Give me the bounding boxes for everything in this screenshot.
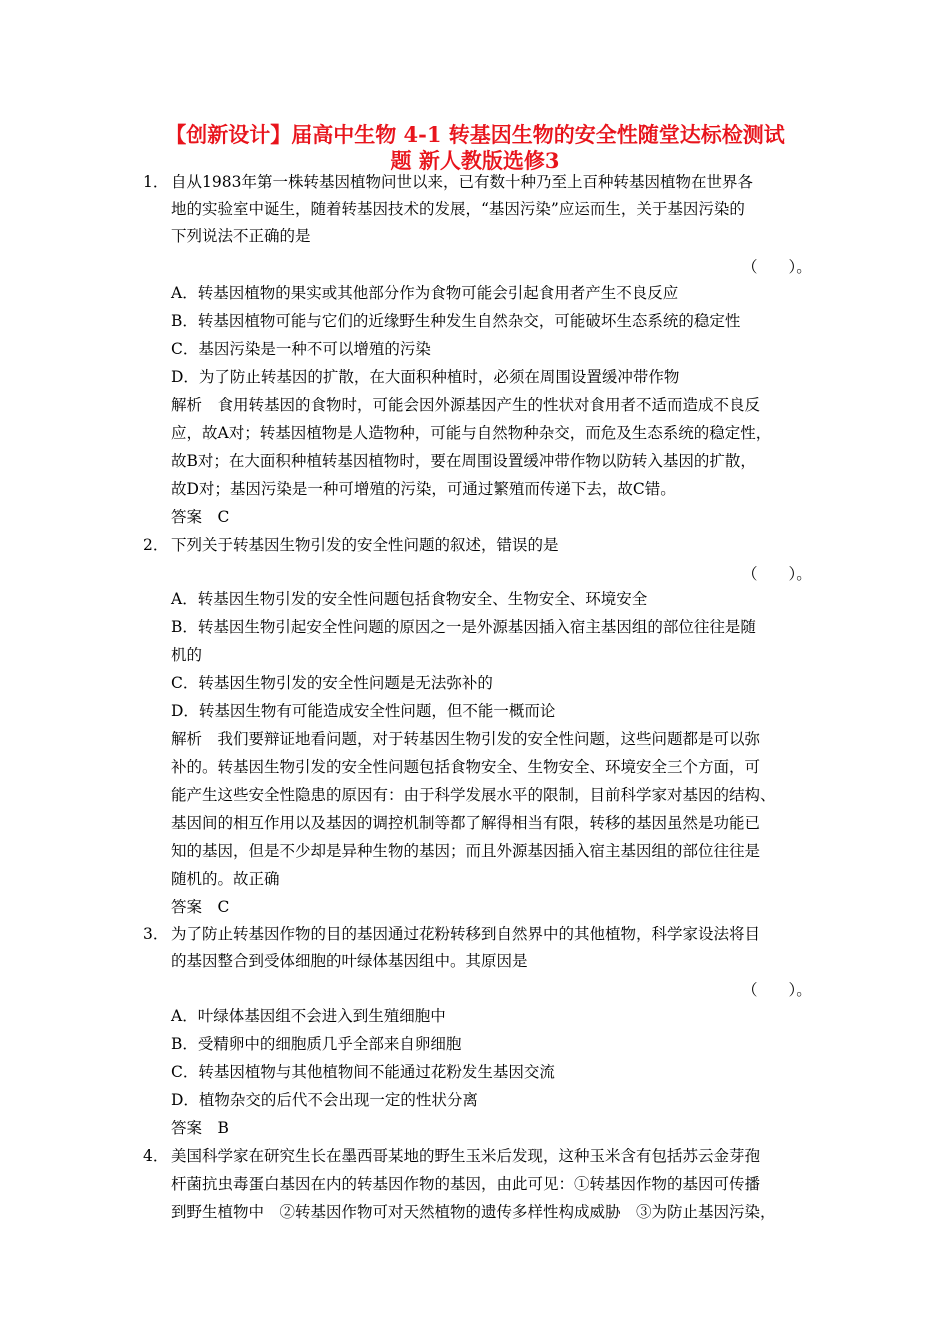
question-3-number: 3． <box>143 925 169 943</box>
question-2-option-a: A．转基因生物引发的安全性问题包括食物安全、生物安全、环境安全 <box>171 590 648 608</box>
question-3-stem-line: 的基因整合到受体细胞的叶绿体基因组中。其原因是 <box>171 952 528 970</box>
question-1-option-b: B．转基因植物可能与它们的近缘野生种发生自然杂交，可能破坏生态系统的稳定性 <box>171 312 741 330</box>
question-4-number: 4． <box>143 1147 169 1165</box>
question-2-analysis-line: 随机的。故正确 <box>171 870 280 888</box>
question-1-stem-line: 地的实验室中诞生，随着转基因技术的发展，“基因污染”应运而生，关于基因污染的 <box>171 200 745 218</box>
question-2-answer-blank: （ ）。 <box>742 565 812 583</box>
title-line-1: 【创新设计】届高中生物 4-1 转基因生物的安全性随堂达标检测试 <box>165 122 785 147</box>
question-1-analysis-line: 故D对；基因污染是一种可增殖的污染，可通过繁殖而传递下去，故C错。 <box>171 480 676 498</box>
question-2-answer: 答案 C <box>171 898 230 916</box>
question-2-option-c: C．转基因生物引发的安全性问题是无法弥补的 <box>171 674 493 692</box>
question-3-stem-line: 为了防止转基因作物的目的基因通过花粉转移到自然界中的其他植物，科学家设法将目 <box>171 925 761 943</box>
question-3-option-b: B．受精卵中的细胞质几乎全部来自卵细胞 <box>171 1035 462 1053</box>
question-3-option-d: D．植物杂交的后代不会出现一定的性状分离 <box>171 1091 478 1109</box>
question-4-stem-line: 美国科学家在研究生长在墨西哥某地的野生玉米后发现，这种玉米含有包括苏云金芽孢 <box>171 1147 761 1165</box>
question-1-number: 1． <box>143 173 169 191</box>
question-2-option-d: D．转基因生物有可能造成安全性问题，但不能一概而论 <box>171 702 556 720</box>
question-2-analysis-line: 能产生这些安全性隐患的原因有：由于科学发展水平的限制，目前科学家对基因的结构、 <box>171 786 776 804</box>
question-4-stem-line: 杆菌抗虫毒蛋白基因在内的转基因作物的基因，由此可见：①转基因作物的基因可传播 <box>171 1175 761 1193</box>
question-2-number: 2． <box>143 536 169 554</box>
question-1-option-a: A．转基因植物的果实或其他部分作为食物可能会引起食用者产生不良反应 <box>171 284 679 302</box>
question-2-analysis-line: 补的。转基因生物引发的安全性问题包括食物安全、生物安全、环境安全三个方面，可 <box>171 758 761 776</box>
question-3-answer-blank: （ ）。 <box>742 981 812 999</box>
question-2-analysis-line: 知的基因，但是不少却是异种生物的基因；而且外源基因插入宿主基因组的部位往往是 <box>171 842 761 860</box>
question-2-option-b: B．转基因生物引起安全性问题的原因之一是外源基因插入宿主基因组的部位往往是随 <box>171 618 756 636</box>
question-4-stem-line: 到野生植物中 ②转基因作物可对天然植物的遗传多样性构成威胁 ③为防止基因污染， <box>171 1203 776 1221</box>
question-2-stem-line: 下列关于转基因生物引发的安全性问题的叙述，错误的是 <box>171 536 559 554</box>
title-line-2: 题 新人教版选修3 <box>390 148 560 173</box>
question-1-analysis-line: 应，故A对；转基因植物是人造物种，可能与自然物种杂交，而危及生态系统的稳定性， <box>171 424 772 442</box>
question-3-option-a: A．叶绿体基因组不会进入到生殖细胞中 <box>171 1007 446 1025</box>
question-1-analysis-line: 解析 食用转基因的食物时，可能会因外源基因产生的性状对食用者不适而造成不良反 <box>171 396 761 414</box>
question-1-stem-line: 自从1983年第一株转基因植物问世以来，已有数十种乃至上百种转基因植物在世界各 <box>171 173 753 191</box>
question-1-option-d: D．为了防止转基因的扩散，在大面积种植时，必须在周围设置缓冲带作物 <box>171 368 680 386</box>
question-1-stem-line: 下列说法不正确的是 <box>171 227 311 245</box>
document-title <box>110 122 840 174</box>
question-2-analysis-line: 基因间的相互作用以及基因的调控机制等都了解得相当有限，转移的基因虽然是功能已 <box>171 814 761 832</box>
question-3-answer: 答案 B <box>171 1119 229 1137</box>
question-3-option-c: C．转基因植物与其他植物间不能通过花粉发生基因交流 <box>171 1063 555 1081</box>
question-1-answer-blank: （ ）。 <box>742 258 812 276</box>
question-1-option-c: C．基因污染是一种不可以增殖的污染 <box>171 340 431 358</box>
question-1-analysis-line: 故B对；在大面积种植转基因植物时，要在周围设置缓冲带作物以防转入基因的扩散， <box>171 452 756 470</box>
question-1-answer: 答案 C <box>171 508 230 526</box>
question-2-analysis-line: 解析 我们要辩证地看问题，对于转基因生物引发的安全性问题，这些问题都是可以弥 <box>171 730 761 748</box>
question-2-option-b-cont: 机的 <box>171 646 203 664</box>
